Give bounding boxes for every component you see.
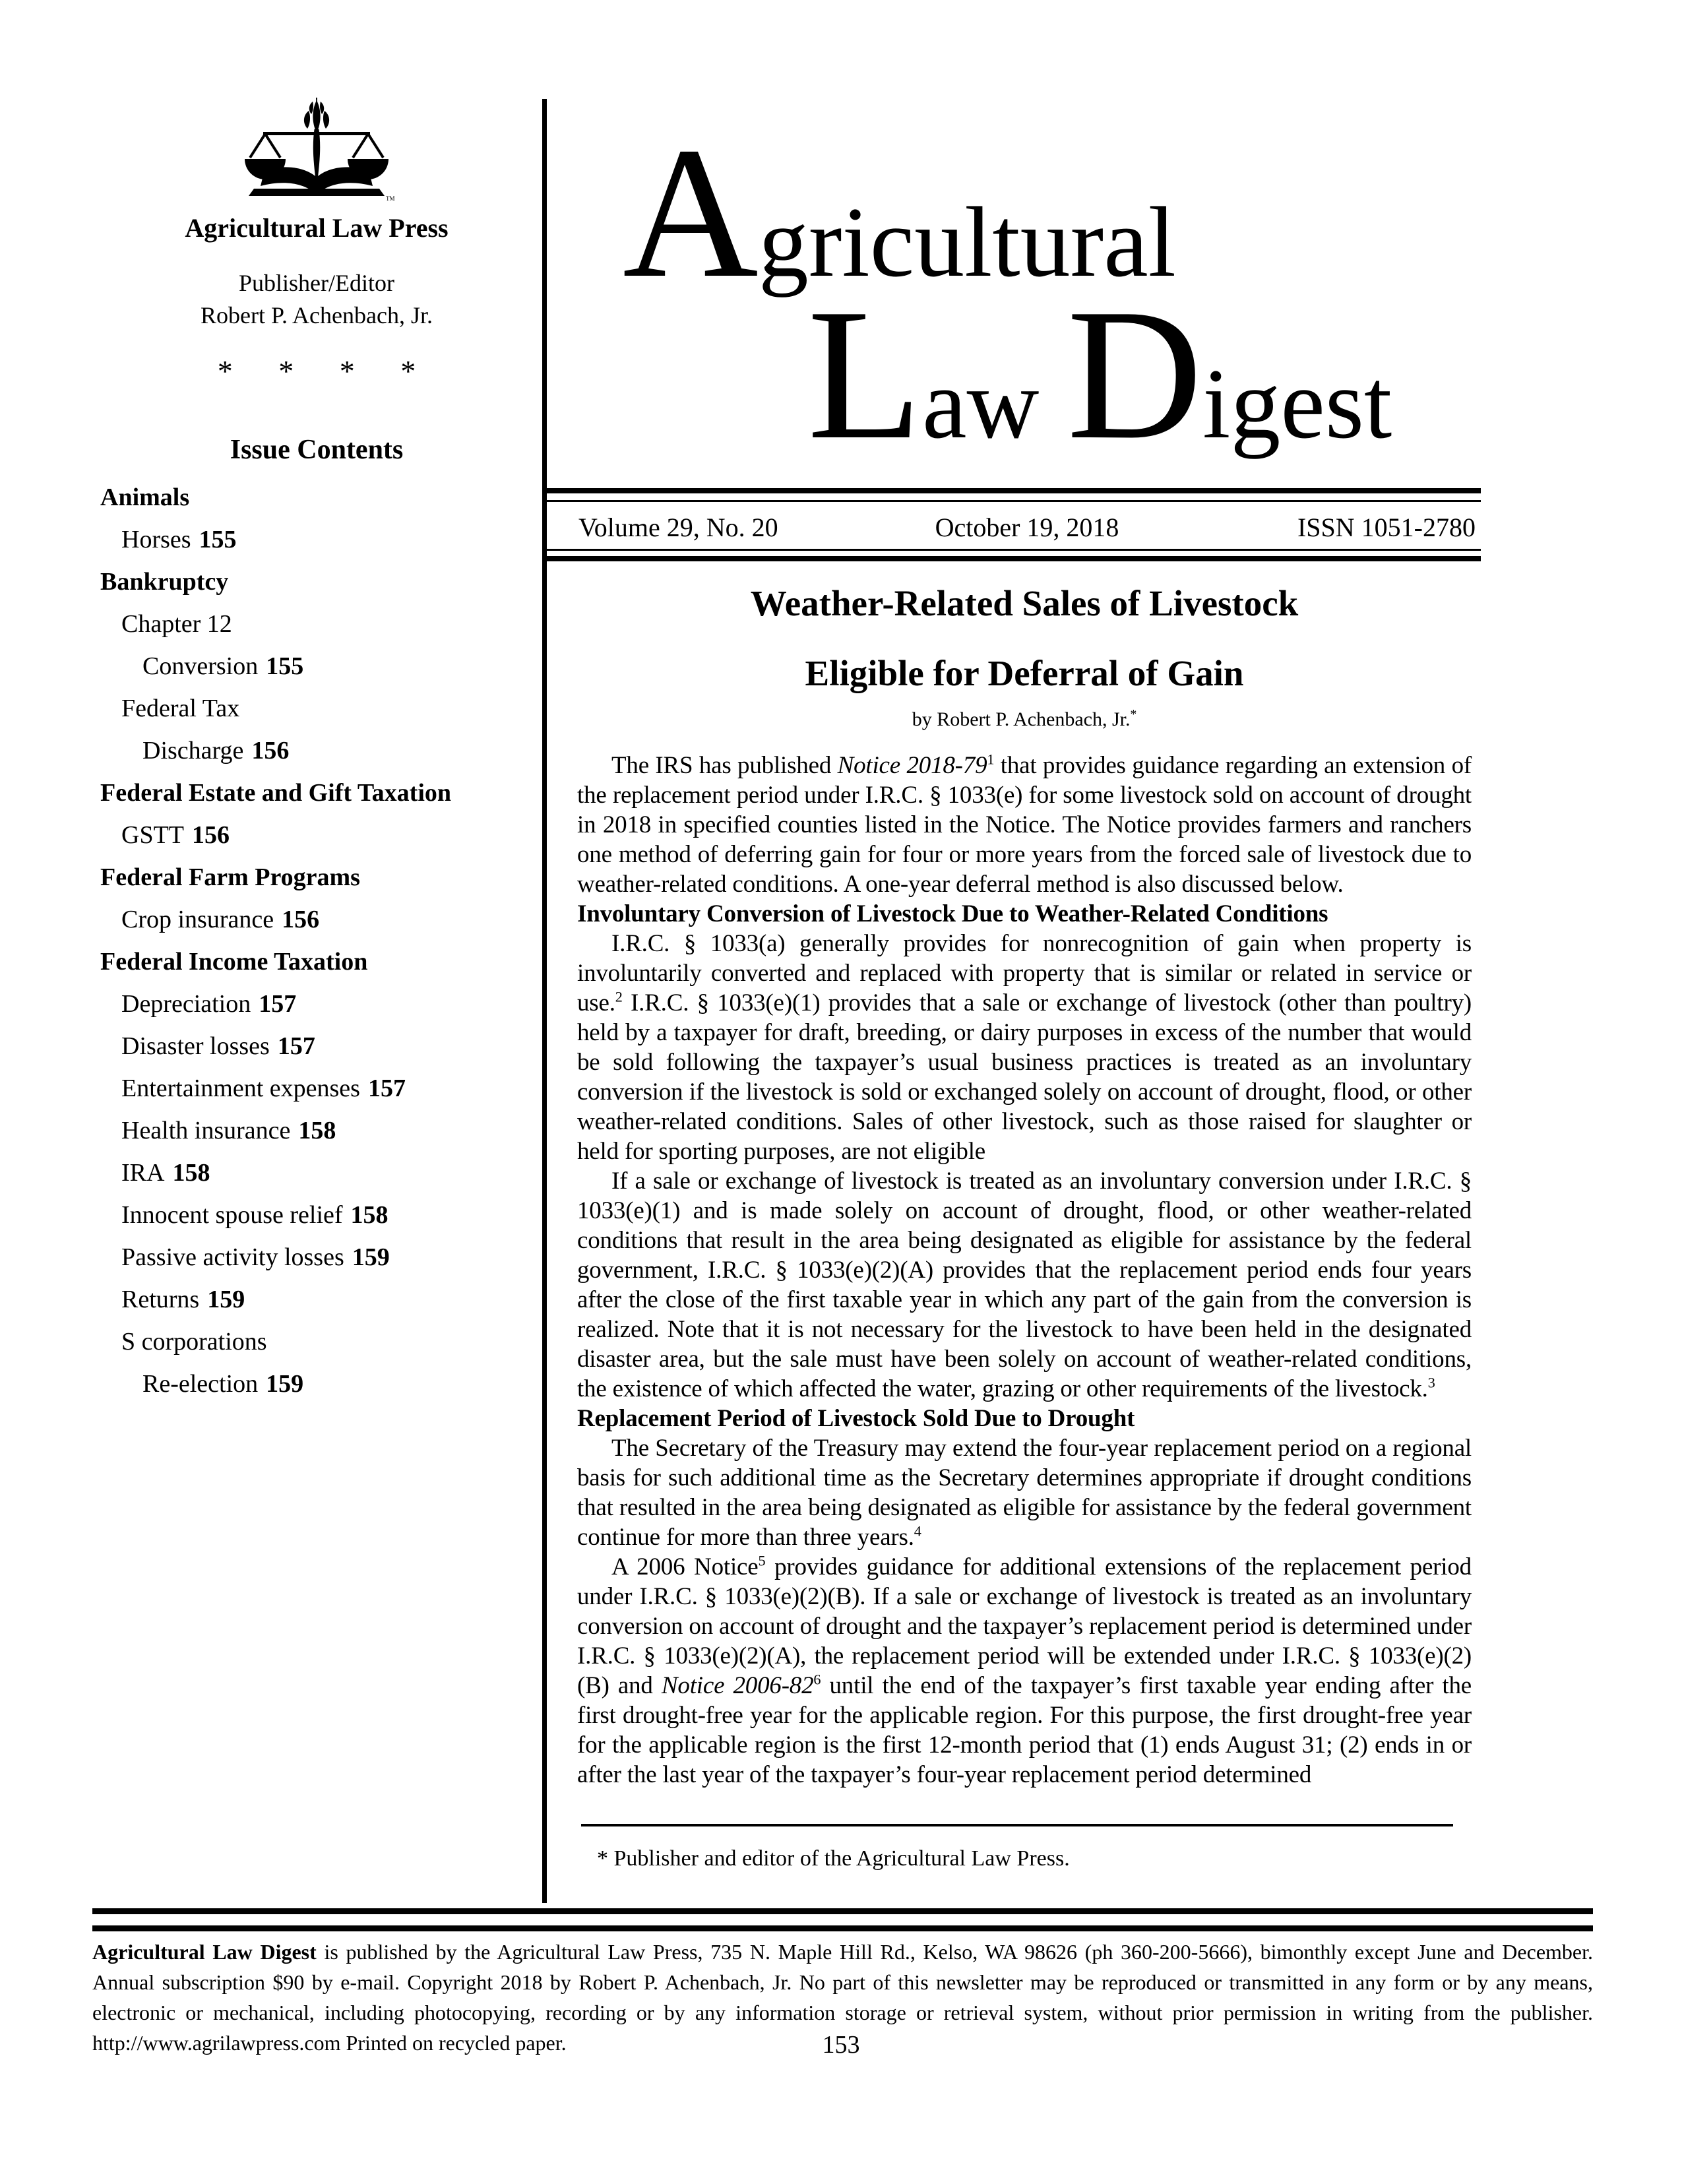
toc-item xyxy=(92,983,541,1025)
issue-bar-rule-thin xyxy=(547,549,1481,551)
masthead-title-line2 xyxy=(807,270,1392,478)
toc-item-label: Entertainment expenses xyxy=(121,1075,360,1103)
masthead-text: gricultural xyxy=(758,187,1176,297)
section-heading: Replacement Period of Livestock Sold Due to Drought xyxy=(577,1404,1135,1432)
toc-item xyxy=(92,1067,541,1109)
toc-item-label: Animals xyxy=(100,484,190,512)
issue-contents-list xyxy=(92,476,541,1405)
case-citation: Notice 2018-79 xyxy=(837,751,987,779)
fineprint-title: Agricultural Law Digest xyxy=(92,1940,317,1964)
masthead-initial: A xyxy=(623,108,759,317)
masthead-initial: D xyxy=(1067,270,1203,478)
toc-item xyxy=(92,603,541,645)
toc-item-label: GSTT xyxy=(121,821,184,850)
toc-item-page: 156 xyxy=(192,821,230,850)
byline xyxy=(577,708,1472,731)
toc-item-label: Innocent spouse relief xyxy=(121,1201,343,1230)
issn: ISSN 1051-2780 xyxy=(1297,512,1476,542)
toc-item xyxy=(92,1363,541,1405)
toc-item xyxy=(92,518,541,561)
masthead-rule-thin xyxy=(547,500,1481,502)
toc-item-label: Federal Income Taxation xyxy=(100,948,368,976)
footnote-ref: 3 xyxy=(1427,1374,1435,1391)
toc-item-label: Horses xyxy=(121,526,191,554)
toc-item-page: 159 xyxy=(266,1370,304,1398)
toc-item xyxy=(92,730,541,772)
masthead-initial: L xyxy=(807,270,923,478)
toc-item-label: S corporations xyxy=(121,1328,267,1356)
logo-trademark-mark: TM xyxy=(386,195,395,202)
toc-item xyxy=(92,814,541,856)
toc-item-page: 156 xyxy=(282,906,320,934)
toc-heading: Issue Contents xyxy=(230,435,404,466)
footnote: * Publisher and editor of the Agricultural Law Press. xyxy=(597,1846,1070,1871)
toc-item-label: Conversion xyxy=(142,652,259,681)
masthead-rule-thick xyxy=(547,488,1481,493)
paragraph: I.R.C. § 1033(a) generally provides for nonrecognition of gain when property is involuntarily converted and replaced with property that is similar or related in service or use.$^2$ I.R.C. § 1033(e)(1) provides that a sale or exchange of livestock (other than poultry) held by a taxpayer for draft, breeding, or dairy purposes in excess of the number that would be sold following the taxpayer’s usual business practices is treated as an involuntary conversion if the livestock is sold or exchanged solely on account of drought, flood, or other weather-related conditions. Sales of other livestock, such as those raised for slaughter or held for sporting purposes, are not eligible xyxy=(577,929,1472,1165)
toc-item-page: 158 xyxy=(350,1201,389,1230)
footnote-ref: 1 xyxy=(987,751,995,768)
toc-item-label: Health insurance xyxy=(121,1117,291,1145)
byline-footnote-mark: * xyxy=(1130,707,1137,722)
toc-item xyxy=(92,1321,541,1363)
toc-item-page: 155 xyxy=(266,652,304,681)
footer-rule-top xyxy=(92,1908,1593,1914)
toc-item xyxy=(92,1109,541,1152)
article-title-line1: Weather-Related Sales of Livestock xyxy=(750,583,1299,623)
toc-item-page: 156 xyxy=(251,737,290,765)
toc-item xyxy=(92,561,541,603)
toc-item-label: Federal Estate and Gift Taxation xyxy=(100,779,452,807)
article xyxy=(577,574,1472,1873)
footnote-ref: 2 xyxy=(615,988,623,1005)
paragraph: The IRS has published Notice $2018-79^1$ that provides guidance regarding an extension of the replacement period under I.R.C. § 1033(e) for some livestock sold on account of drought in 2018 in specified counties listed in the Notice. The Notice provides farmers and ranchers one method of deferring gain for four or more years from the forced sale of livestock due to weather-related conditions. A one-year deferral method is also discussed below. xyxy=(577,751,1472,898)
footer-rule-bottom xyxy=(92,1925,1593,1931)
toc-item-page: 157 xyxy=(367,1075,406,1103)
page-number: 153 xyxy=(822,2031,860,2059)
toc-item-page: 155 xyxy=(199,526,237,554)
toc-item xyxy=(92,1236,541,1278)
toc-item-page: 159 xyxy=(352,1243,390,1272)
toc-item xyxy=(92,898,541,941)
toc-item-label: Federal Tax xyxy=(121,695,240,723)
footnote-ref: 4 xyxy=(914,1522,921,1540)
paragraph: The Secretary of the Treasury may extend the four-year replacement period on a regional basis for such additional time as the Secretary determines appropriate if drought conditions that resulted in the area being designated as eligible for assistance by the federal government continue for more than three years.$^4$ xyxy=(577,1434,1472,1551)
toc-item-page: 159 xyxy=(207,1286,245,1314)
paragraph: If a sale or exchange of livestock is treated as an involuntary conversion under I.R.C. § 1033(e)(1) and is made solely on account of drought, flood, or other weather-related conditions that result in the area being designated as eligible for assistance by the federal government, I.R.C. § 1033(e)(2)(A) provides that the replacement period ends four years after the close of the first taxable year in which any part of the gain from the conversion is realized. Note that it is not necessary for the livestock to have been held in the designated disaster area, but the sale must have been solely on account of weather-related conditions, the existence of which affected the water, grazing or other requirements of the livestock.$^3$ xyxy=(577,1167,1472,1402)
toc-item xyxy=(92,772,541,814)
toc-item-page: 157 xyxy=(277,1032,315,1061)
toc-item xyxy=(92,1025,541,1067)
toc-item xyxy=(92,1278,541,1321)
toc-item-label: Federal Farm Programs xyxy=(100,863,360,892)
issue-bar-rule-thick xyxy=(547,556,1481,561)
footnote-ref: 6 xyxy=(813,1671,821,1688)
masthead-text: igest xyxy=(1202,348,1392,459)
toc-item-label: Discharge xyxy=(142,737,244,765)
footnote-ref: 5 xyxy=(758,1552,766,1569)
main-column xyxy=(547,0,1481,1913)
toc-item-label: Returns xyxy=(121,1286,200,1314)
decorative-stars: * * * * xyxy=(217,354,416,389)
issue-info-bar xyxy=(547,508,1481,546)
fineprint-text: is published by the Agricultural Law Press, 735 N. Maple Hill Rd., Kelso, WA 98626 (ph 360-200-5666), bimonthly except June and December. Annual subscription $90 by e-mail. Copyright 2018 by Robert P. Achenbach, Jr. No part of this newsletter may be reproduced or transmitted in any form or by any means, electronic or mechanical, including photocopying, recording or by any information storage or retrieval system, without prior permission in writing from the publisher. http://www.agrilawpress.com Printed on recycled paper. xyxy=(92,1940,1594,2055)
publisher-sidebar xyxy=(92,92,541,1405)
toc-item xyxy=(92,687,541,730)
masthead-text: aw xyxy=(922,348,1040,459)
toc-item-label: Crop insurance xyxy=(121,906,274,934)
toc-item-label: Bankruptcy xyxy=(100,568,229,596)
issue-date: October 19, 2018 xyxy=(935,512,1119,542)
toc-item-page: 158 xyxy=(172,1159,210,1187)
paragraph: A 2006 Notice$^5$ provides guidance for additional extensions of the replacement period under I.R.C. § 1033(e)(2)(B). If a sale or exchange of livestock is treated as an involuntary conversion on account of drought and the taxpayer’s replacement period is determined under I.R.C. § 1033(e)(2)(A), the replacement period will be extended under I.R.C. § 1033(e)(2)(B) and Notice $2006-82^6$ until the end of the taxpayer’s first taxable year ending after the first drought-free year for the applicable region. For this purpose, the first drought-free year for the applicable region is the first 12-month period that (1) ends August 31; (2) ends in or after the last year of the taxpayer’s four-year replacement period determined xyxy=(577,1552,1472,1788)
toc-item xyxy=(92,645,541,687)
toc-item xyxy=(92,941,541,983)
toc-item-label: Depreciation xyxy=(121,990,251,1018)
toc-item-label: Passive activity losses xyxy=(121,1243,344,1272)
toc-item xyxy=(92,856,541,898)
section-heading: Involuntary Conversion of Livestock Due to Weather-Related Conditions xyxy=(577,900,1328,927)
column-divider-rule xyxy=(542,99,547,1903)
byline-text: by Robert P. Achenbach, Jr. xyxy=(912,708,1131,730)
toc-item-page: 157 xyxy=(259,990,297,1018)
scales-and-book-logo-icon xyxy=(234,96,400,203)
publisher-name: Agricultural Law Press xyxy=(185,213,449,243)
toc-item xyxy=(92,1194,541,1236)
toc-item-label: Chapter 12 xyxy=(121,610,232,639)
toc-item-label: Re-election xyxy=(142,1370,259,1398)
toc-item xyxy=(92,1152,541,1194)
volume-number: Volume 29, No. 20 xyxy=(578,512,778,542)
toc-item-label: Disaster losses xyxy=(121,1032,270,1061)
footnote-rule xyxy=(581,1824,1453,1826)
toc-item-label: IRA xyxy=(121,1159,165,1187)
article-title-line2: Eligible for Deferral of Gain xyxy=(805,652,1244,693)
toc-item xyxy=(92,476,541,518)
publisher-person: Robert P. Achenbach, Jr. xyxy=(201,302,433,329)
toc-item-page: 158 xyxy=(298,1117,336,1145)
publisher-role-label: Publisher/Editor xyxy=(239,270,394,296)
case-citation: Notice 2006-82 xyxy=(661,1671,814,1699)
